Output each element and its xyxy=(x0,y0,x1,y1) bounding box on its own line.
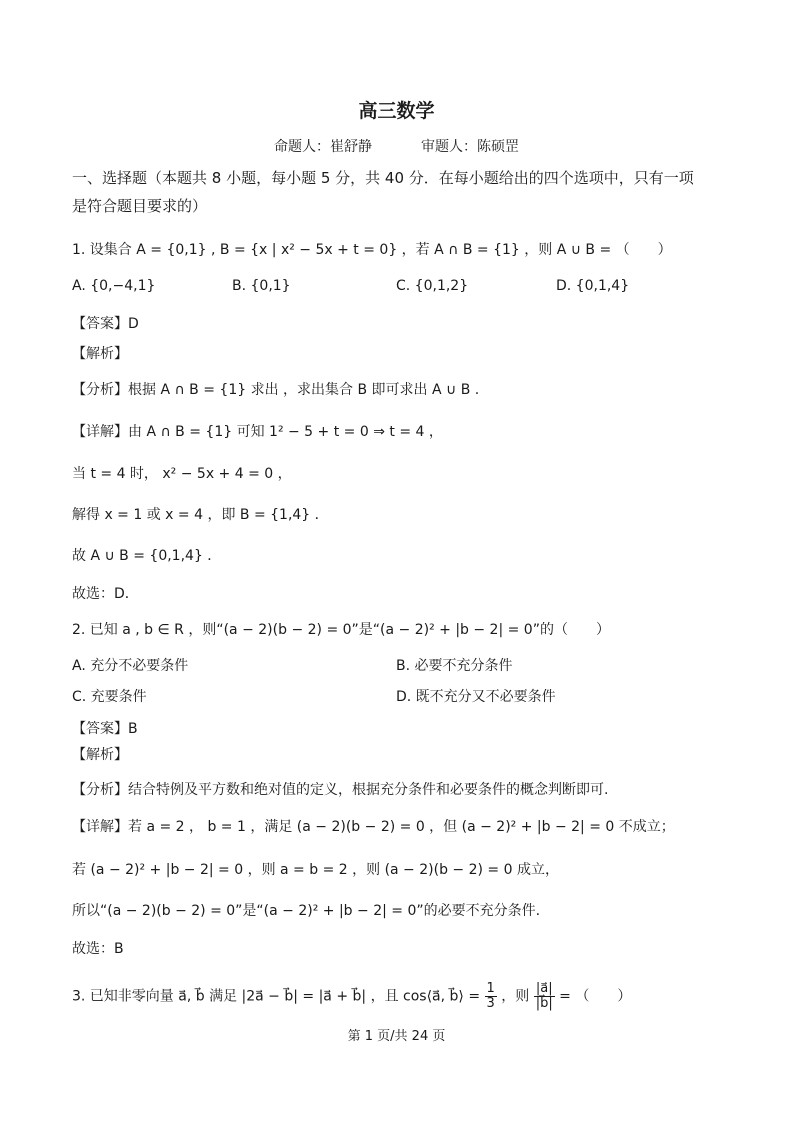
q1-option-a: A. {0,−4,1} xyxy=(72,278,156,294)
q1-analysis-label: 【解析】 xyxy=(72,346,128,362)
q2-answer: 【答案】B xyxy=(72,721,138,737)
q1-detail-1: 【详解】由 A ∩ B = {1} 可知 1² − 5 + t = 0 ⇒ t = 4 ， xyxy=(72,424,443,440)
q2-option-d: D. 既不充分又不必要条件 xyxy=(396,689,556,705)
q3-frac-num: 1 xyxy=(486,981,495,996)
page-footer: 第 1 页/共 24 页 xyxy=(347,1029,446,1044)
q2-analysis: 【分析】结合特例及平方数和绝对值的定义，根据充分条件和必要条件的概念判断即可. xyxy=(72,782,609,798)
q2-detail-2: 若 (a − 2)² + |b − 2| = 0 ，则 a = b = 2 ，则 (a − 2)(b − 2) = 0 成立， xyxy=(72,862,559,878)
q2-option-c: C. 充要条件 xyxy=(72,689,147,705)
q1-detail-5: 故选：D． xyxy=(72,586,139,602)
q2-detail-4: 故选：B xyxy=(72,941,124,957)
q3-frac-den: 3 xyxy=(486,996,495,1011)
q3-stem xyxy=(72,982,631,1011)
q1-option-d: D. {0,1,4} xyxy=(556,278,630,294)
q3-ratio-fraction xyxy=(534,982,555,1011)
q2-option-b: B. 必要不充分条件 xyxy=(396,658,513,674)
q3-cos-fraction xyxy=(485,982,497,1011)
q3-stem-pre: 3. 已知非零向量 a⃗, b⃗ 满足 |2a⃗ − b⃗| = |a⃗ + b⃗| ，且 cos⟨a⃗, b⃗⟩ = xyxy=(72,988,485,1005)
q2-detail-1: 【详解】若 a = 2 ， b = 1 ，满足 (a − 2)(b − 2) = 0 ，但 (a − 2)² + |b − 2| = 0 不成立； xyxy=(72,819,675,835)
q3-stem-mid: ，则 xyxy=(496,988,534,1005)
section-heading-line2: 是符合题目要求的） xyxy=(72,197,208,215)
q3-ratio-den: |b⃗| xyxy=(535,996,553,1011)
reviewer: 审题人：陈硕罡 xyxy=(420,139,519,155)
q1-detail-3: 解得 x = 1 或 x = 4 ，即 B = {1,4} ． xyxy=(72,507,329,523)
q3-ratio-num: |a⃗| xyxy=(534,982,555,997)
q1-detail-4: 故 A ∪ B = {0,1,4} ． xyxy=(72,548,222,564)
q1-detail-2: 当 t = 4 时， x² − 5x + 4 = 0 ， xyxy=(72,466,292,482)
q1-stem: 1. 设集合 A = {0,1} , B = {x | x² − 5x + t = 0} ，若 A ∩ B = {1} ，则 A ∪ B = （ ） xyxy=(72,242,672,258)
q2-option-a: A. 充分不必要条件 xyxy=(72,658,189,674)
q2-stem: 2. 已知 a , b ∈ R ，则“(a − 2)(b − 2) = 0”是“(a − 2)² + |b − 2| = 0”的（ ） xyxy=(72,622,610,638)
q3-stem-post: = （ ） xyxy=(554,988,632,1005)
q1-analysis: 【分析】根据 A ∩ B = {1} 求出 ，求出集合 B 即可求出 A ∪ B . xyxy=(72,382,480,398)
q1-answer: 【答案】D xyxy=(72,316,139,332)
q1-option-c: C. {0,1,2} xyxy=(396,278,469,294)
q1-option-b: B. {0,1} xyxy=(232,278,291,294)
authors-line xyxy=(0,136,793,156)
q2-detail-3: 所以“(a − 2)(b − 2) = 0”是“(a − 2)² + |b − 2| = 0”的必要不充分条件. xyxy=(72,903,541,919)
section-heading-line1: 一、选择题（本题共 8 小题，每小题 5 分，共 40 分．在每小题给出的四个选项中，只有一项 xyxy=(72,169,694,187)
q2-analysis-label: 【解析】 xyxy=(72,747,128,763)
setter: 命题人：崔舒静 xyxy=(274,139,373,155)
page-title: 高三数学 xyxy=(358,100,435,122)
